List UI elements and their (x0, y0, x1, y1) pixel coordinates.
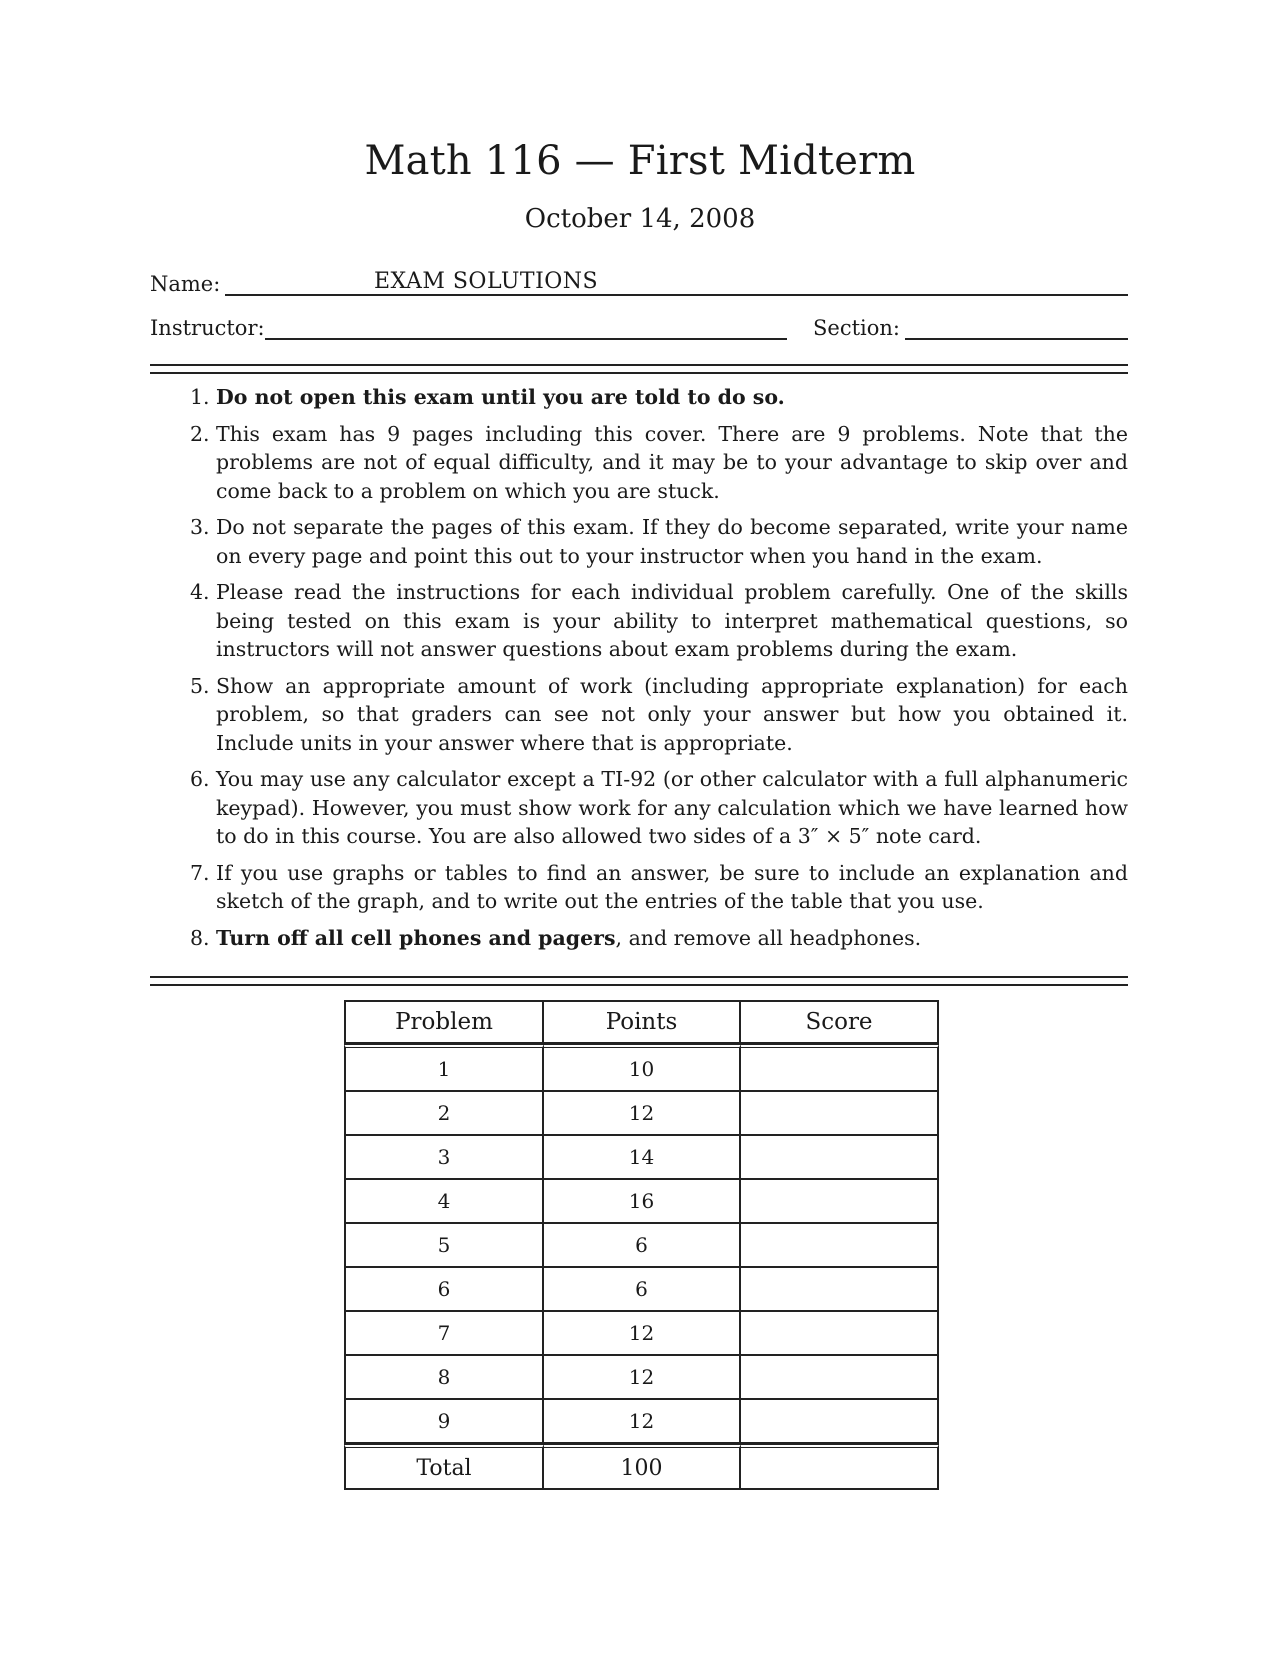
score-cell[interactable] (741, 1136, 939, 1180)
exam-date: October 14, 2008 (524, 204, 756, 234)
instruction-text: Please read the instructions for each individual problem carefully. One of the skills being tested on this exam is your ability to interpret mathematical questions, so instructors will not answer questions about exam problems during the exam. (216, 580, 1128, 661)
header-score: Score (741, 1000, 939, 1044)
instruction-text: You may use any calculator except a TI-92 (or other calculator with a full alphanumeric keypad). However, you must show work for any calculation which we have learned how to do in this course. You are also allowed two sides of a 3″ × 5″ note card. (216, 767, 1128, 848)
score-cell[interactable] (741, 1044, 939, 1092)
table-row (344, 1224, 939, 1268)
points-cell: 12 (544, 1400, 741, 1444)
score-cell[interactable] (741, 1356, 939, 1400)
instruction-text: If you use graphs or tables to find an answer, be sure to include an explanation and sketch of the graph, and to write out the entries of the table that you use. (216, 860, 1128, 913)
score-cell[interactable] (741, 1224, 939, 1268)
table-row (344, 1312, 939, 1356)
problem-cell: 8 (344, 1356, 544, 1400)
total-points: 100 (544, 1444, 741, 1490)
points-cell: 6 (544, 1268, 741, 1312)
top-double-rule (150, 364, 1128, 374)
instructor-section-row (150, 310, 1128, 342)
instruction-number: 7. (190, 860, 210, 885)
name-value: EXAM SOLUTIONS (374, 269, 599, 294)
instruction-item (180, 513, 1128, 570)
table-row (344, 1268, 939, 1312)
instruction-text: , and remove all headphones. (615, 925, 922, 950)
instruction-text: Do not separate the pages of this exam. If they do become separated, write your name on every page and point this out to your instructor when you hand in the exam. (216, 515, 1128, 568)
problem-cell: 7 (344, 1312, 544, 1356)
points-cell: 14 (544, 1136, 741, 1180)
score-cell[interactable] (741, 1312, 939, 1356)
header-problem: Problem (344, 1000, 544, 1044)
instruction-item (180, 383, 1128, 412)
table-header-row (344, 1000, 939, 1044)
instruction-item (180, 765, 1128, 851)
instruction-text: This exam has 9 pages including this cover. There are 9 problems. Note that the problems are not of equal difficulty, and it may be to your advantage to skip over and come back to a problem on which you are stuck. (216, 421, 1128, 503)
score-table (344, 1000, 939, 1490)
instructor-field-line[interactable] (265, 338, 787, 340)
instruction-number: 4. (190, 580, 210, 604)
table-row (344, 1136, 939, 1180)
points-cell: 12 (544, 1312, 741, 1356)
problem-cell: 3 (344, 1136, 544, 1180)
instruction-text: Show an appropriate amount of work (including appropriate explanation) for each problem, so that graders can see not only your answer but how you obtained it. Include units in your answer where that is appropriate. (216, 673, 1128, 755)
points-cell: 12 (544, 1356, 741, 1400)
instruction-item (180, 578, 1128, 664)
page-title: Math 116 — First Midterm (364, 138, 916, 184)
instruction-item (180, 924, 1128, 953)
table-row (344, 1044, 939, 1092)
points-cell: 12 (544, 1092, 741, 1136)
instruction-number: 8. (190, 925, 210, 950)
points-cell: 10 (544, 1044, 741, 1092)
points-cell: 16 (544, 1180, 741, 1224)
instruction-number: 3. (190, 515, 210, 539)
section-label: Section: (813, 316, 900, 340)
name-row (150, 266, 1128, 298)
instruction-bold-text: Turn off all cell phones and pagers (216, 925, 616, 950)
table-row (344, 1092, 939, 1136)
instruction-item (180, 420, 1128, 506)
instruction-number: 1. (190, 385, 210, 409)
problem-cell: 1 (344, 1044, 544, 1092)
instruction-number: 6. (190, 767, 210, 791)
score-cell[interactable] (741, 1400, 939, 1444)
points-cell: 6 (544, 1224, 741, 1268)
problem-cell: 5 (344, 1224, 544, 1268)
instruction-number: 2. (190, 421, 210, 446)
total-label: Total (344, 1444, 544, 1490)
instruction-bold-text: Do not open this exam until you are told to do so. (216, 385, 785, 409)
name-label: Name: (150, 272, 221, 296)
problem-cell: 4 (344, 1180, 544, 1224)
instruction-item (180, 672, 1128, 758)
instructions-list (180, 383, 1128, 960)
table-row (344, 1400, 939, 1444)
instructor-label: Instructor: (150, 316, 265, 340)
instruction-item (180, 859, 1128, 916)
section-field-line[interactable] (905, 338, 1128, 340)
score-cell[interactable] (741, 1180, 939, 1224)
score-cell[interactable] (741, 1092, 939, 1136)
bottom-double-rule (150, 976, 1128, 986)
name-field-line[interactable] (225, 294, 1128, 296)
score-cell[interactable] (741, 1268, 939, 1312)
header-points: Points (544, 1000, 741, 1044)
problem-cell: 2 (344, 1092, 544, 1136)
total-score-cell[interactable] (741, 1444, 939, 1490)
table-row (344, 1180, 939, 1224)
problem-cell: 9 (344, 1400, 544, 1444)
instruction-number: 5. (190, 673, 210, 698)
problem-cell: 6 (344, 1268, 544, 1312)
total-row (344, 1444, 939, 1490)
table-row (344, 1356, 939, 1400)
